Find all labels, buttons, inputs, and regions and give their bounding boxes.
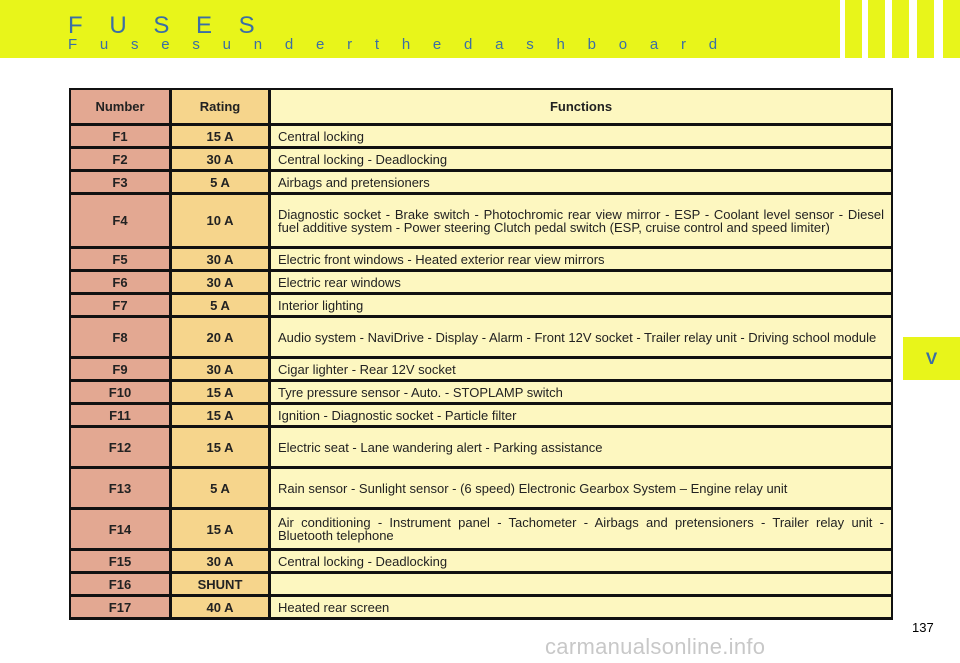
fuse-functions-cell: Central locking - Deadlocking [271, 551, 891, 571]
fuse-rating-cell: 10 A [172, 195, 271, 246]
fuse-number-cell: F14 [71, 510, 172, 548]
fuse-functions-cell: Ignition - Diagnostic socket - Particle filter [271, 405, 891, 425]
section-tab[interactable]: V [903, 337, 960, 380]
fuse-functions-cell: Heated rear screen [271, 597, 891, 617]
table-row [71, 405, 891, 425]
fuse-functions-cell: Electric rear windows [271, 272, 891, 292]
table-row [71, 195, 891, 246]
fuse-number-cell: F8 [71, 318, 172, 356]
fuse-functions-cell: Electric seat - Lane wandering alert - Parking assistance [271, 428, 891, 466]
fuse-functions-cell: Interior lighting [271, 295, 891, 315]
fuse-functions-cell [271, 574, 891, 594]
fuse-rating-cell: 5 A [172, 469, 271, 507]
fuse-functions-cell: Air conditioning - Instrument panel - Tachometer - Airbags and pretensioners - Trailer relay unit - Bluetooth telephone [271, 510, 891, 548]
fuse-rating-cell: 15 A [172, 126, 271, 146]
fuse-functions-cell: Audio system - NaviDrive - Display - Alarm - Front 12V socket - Trailer relay unit - Driving school module [271, 318, 891, 356]
fuse-rating-cell: 15 A [172, 382, 271, 402]
column-header-rating: Rating [172, 90, 271, 123]
fuse-number-cell: F13 [71, 469, 172, 507]
watermark: carmanualsonline.info [545, 634, 766, 659]
fuse-rating-cell: 15 A [172, 405, 271, 425]
table-row [71, 318, 891, 356]
fuse-functions-cell: Central locking - Deadlocking [271, 149, 891, 169]
page-title: F U S E S [68, 12, 265, 39]
table-row [71, 126, 891, 146]
fuse-functions-cell: Diagnostic socket - Brake switch - Photochromic rear view mirror - ESP - Coolant level sensor - Diesel fuel additive system - Power steering Clutch pedal switch (ESP, cruise control and speed limiter) [271, 195, 891, 246]
fuse-number-cell: F12 [71, 428, 172, 466]
header-stripe [840, 0, 845, 58]
table-row [71, 469, 891, 507]
table-row [71, 428, 891, 466]
column-header-number: Number [71, 90, 172, 123]
fuse-rating-cell: 30 A [172, 149, 271, 169]
fuse-functions-cell: Electric front windows - Heated exterior rear view mirrors [271, 249, 891, 269]
fuse-functions-cell: Rain sensor - Sunlight sensor - (6 speed) Electronic Gearbox System – Engine relay unit [271, 469, 891, 507]
fuse-rating-cell: 30 A [172, 359, 271, 379]
page-header [0, 0, 960, 58]
table-row [71, 382, 891, 402]
column-header-functions: Functions [271, 90, 891, 123]
fuse-rating-cell: 30 A [172, 249, 271, 269]
table-header-row [71, 90, 891, 123]
fuse-number-cell: F7 [71, 295, 172, 315]
table-row [71, 249, 891, 269]
fuse-number-cell: F3 [71, 172, 172, 192]
fuse-rating-cell: SHUNT [172, 574, 271, 594]
fuse-functions-cell: Central locking [271, 126, 891, 146]
fuse-number-cell: F15 [71, 551, 172, 571]
fuse-number-cell: F6 [71, 272, 172, 292]
fuse-number-cell: F2 [71, 149, 172, 169]
fuse-rating-cell: 20 A [172, 318, 271, 356]
fuse-rating-cell: 30 A [172, 272, 271, 292]
fuse-number-cell: F4 [71, 195, 172, 246]
fuse-rating-cell: 15 A [172, 428, 271, 466]
fuse-rating-cell: 15 A [172, 510, 271, 548]
header-stripe [862, 0, 868, 58]
fuse-functions-cell: Airbags and pretensioners [271, 172, 891, 192]
table-row [71, 574, 891, 594]
header-stripe [909, 0, 917, 58]
header-stripe [934, 0, 943, 58]
fuse-number-cell: F10 [71, 382, 172, 402]
fuse-functions-cell: Tyre pressure sensor - Auto. - STOPLAMP switch [271, 382, 891, 402]
page-subtitle: F u s e s u n d e r t h e d a s h b o a r d [68, 36, 727, 53]
table-row [71, 272, 891, 292]
table-row [71, 551, 891, 571]
fuse-number-cell: F16 [71, 574, 172, 594]
fuse-number-cell: F9 [71, 359, 172, 379]
table-row [71, 149, 891, 169]
table-row [71, 295, 891, 315]
fuse-rating-cell: 30 A [172, 551, 271, 571]
table-row [71, 510, 891, 548]
table-row [71, 172, 891, 192]
fuse-rating-cell: 5 A [172, 172, 271, 192]
fuse-rating-cell: 5 A [172, 295, 271, 315]
fuse-table-frame [69, 88, 893, 620]
page-number: 137 [912, 620, 934, 635]
fuse-table [71, 87, 891, 620]
fuse-number-cell: F11 [71, 405, 172, 425]
fuse-number-cell: F17 [71, 597, 172, 617]
fuse-number-cell: F1 [71, 126, 172, 146]
table-row [71, 359, 891, 379]
fuse-rating-cell: 40 A [172, 597, 271, 617]
table-row [71, 597, 891, 617]
header-stripe [885, 0, 892, 58]
fuse-functions-cell: Cigar lighter - Rear 12V socket [271, 359, 891, 379]
fuse-number-cell: F5 [71, 249, 172, 269]
